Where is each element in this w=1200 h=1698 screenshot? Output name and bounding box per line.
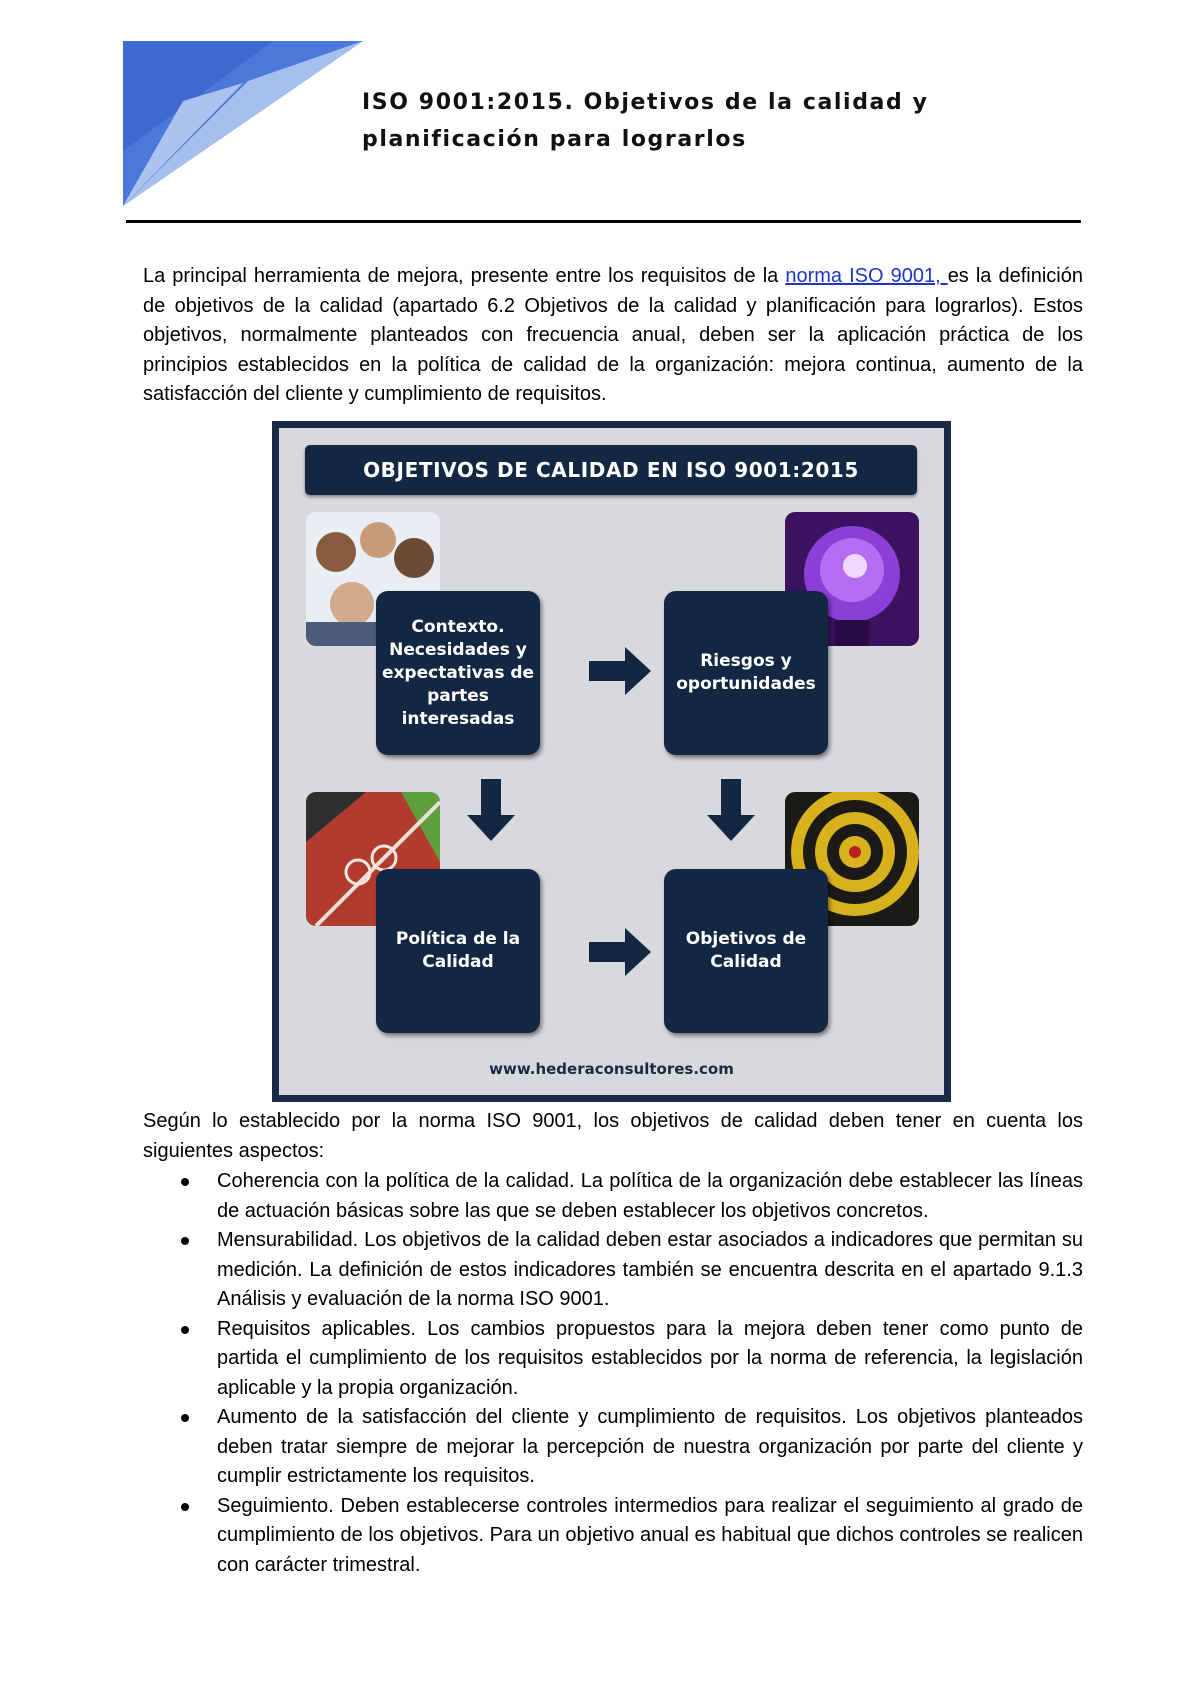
- list-item-text: Aumento de la satisfacción del cliente y cumplimiento de requisitos. Los objetivos planteados deben tratar siempre de mejorar la percepción de nuestra organización por parte del cliente y cumplir estrictamente los requisitos.: [217, 1406, 1083, 1487]
- iso-9001-link[interactable]: norma ISO 9001,: [785, 265, 948, 287]
- context-box: [376, 591, 540, 755]
- risks-box-label: Riesgos y oportunidades: [676, 651, 816, 694]
- risks-box: [664, 591, 828, 755]
- list-item-text: Seguimiento. Deben establecerse controles intermedios para realizar el seguimiento al grado de cumplimiento de los objetivos. Para un objetivo anual es habitual que dichos controles se realicen con carácter trimestral.: [217, 1494, 1083, 1576]
- list-item: [143, 1315, 1083, 1404]
- objectives-box-label: Objetivos de Calidad: [685, 929, 807, 972]
- intro-text-end: es la definición de objetivos de la calidad (apartado 6.2 Objetivos de la calidad y planificación para lograrlos). Estos objetivos, normalmente planteados con frecuencia anual, deben ser la aplicación práctica de los principios establecidos en la política de calidad de la organización: mejora continua, aumento de la satisfacción del cliente y cumplimiento de requisitos.: [143, 265, 1083, 405]
- policy-box-label: Política de la Calidad: [395, 929, 521, 972]
- list-item: [143, 1492, 1083, 1581]
- intro-text-start: La principal herramienta de mejora, presente entre los requisitos de la: [143, 265, 786, 287]
- arrow-right-icon: [589, 928, 651, 976]
- list-item: [143, 1226, 1083, 1315]
- bullet-icon: [181, 1503, 189, 1511]
- list-item: [143, 1403, 1083, 1492]
- objectives-box: [664, 869, 828, 1033]
- list-item-text: Mensurabilidad. Los objetivos de la calidad deben estar asociados a indicadores que permitan su medición. La definición de estos indicadores también se encuentra descrita en el apartado 9.1.3 Análisis y evaluación de la norma ISO 9001.: [217, 1229, 1083, 1310]
- bullet-icon: [181, 1414, 189, 1422]
- bullet-icon: [181, 1178, 189, 1186]
- arrow-down-icon: [707, 779, 755, 841]
- list-item-text: Requisitos aplicables. Los cambios propuestos para la mejora deben tener como punto de partida el cumplimiento de los requisitos establecidos por la norma de referencia, la legislación aplicable y la propia organización.: [217, 1317, 1083, 1399]
- bullet-icon: [181, 1237, 189, 1245]
- infographic-banner: OBJETIVOS DE CALIDAD EN ISO 9001:2015: [305, 445, 917, 495]
- arrow-right-icon: [589, 647, 651, 695]
- aspects-intro: Según lo establecido por la norma ISO 9001, los objetivos de calidad deben tener en cuenta los siguientes aspectos:: [143, 1110, 1083, 1162]
- list-item: [143, 1167, 1083, 1226]
- infographic-background: [279, 428, 944, 1095]
- context-box-label: Contexto. Necesidades y expectativas de partes interesadas: [381, 616, 535, 729]
- page-title: ISO 9001:2015. Objetivos de la calidad y planificación para lograrlos: [362, 90, 929, 152]
- header-divider: [126, 220, 1081, 223]
- bullet-icon: [181, 1326, 189, 1334]
- quality-objectives-infographic: [272, 421, 951, 1102]
- header-corner-graphic: [123, 41, 363, 206]
- policy-box: [376, 869, 540, 1033]
- arrow-down-icon: [467, 779, 515, 841]
- intro-paragraph: [143, 262, 1083, 410]
- aspects-list: [143, 1167, 1083, 1580]
- infographic-website: www.hederaconsultores.com: [489, 1060, 734, 1078]
- list-item-text: Coherencia con la política de la calidad. La política de la organización debe establecer las líneas de actuación básicas sobre las que se deben establecer los objetivos concretos.: [217, 1170, 1083, 1222]
